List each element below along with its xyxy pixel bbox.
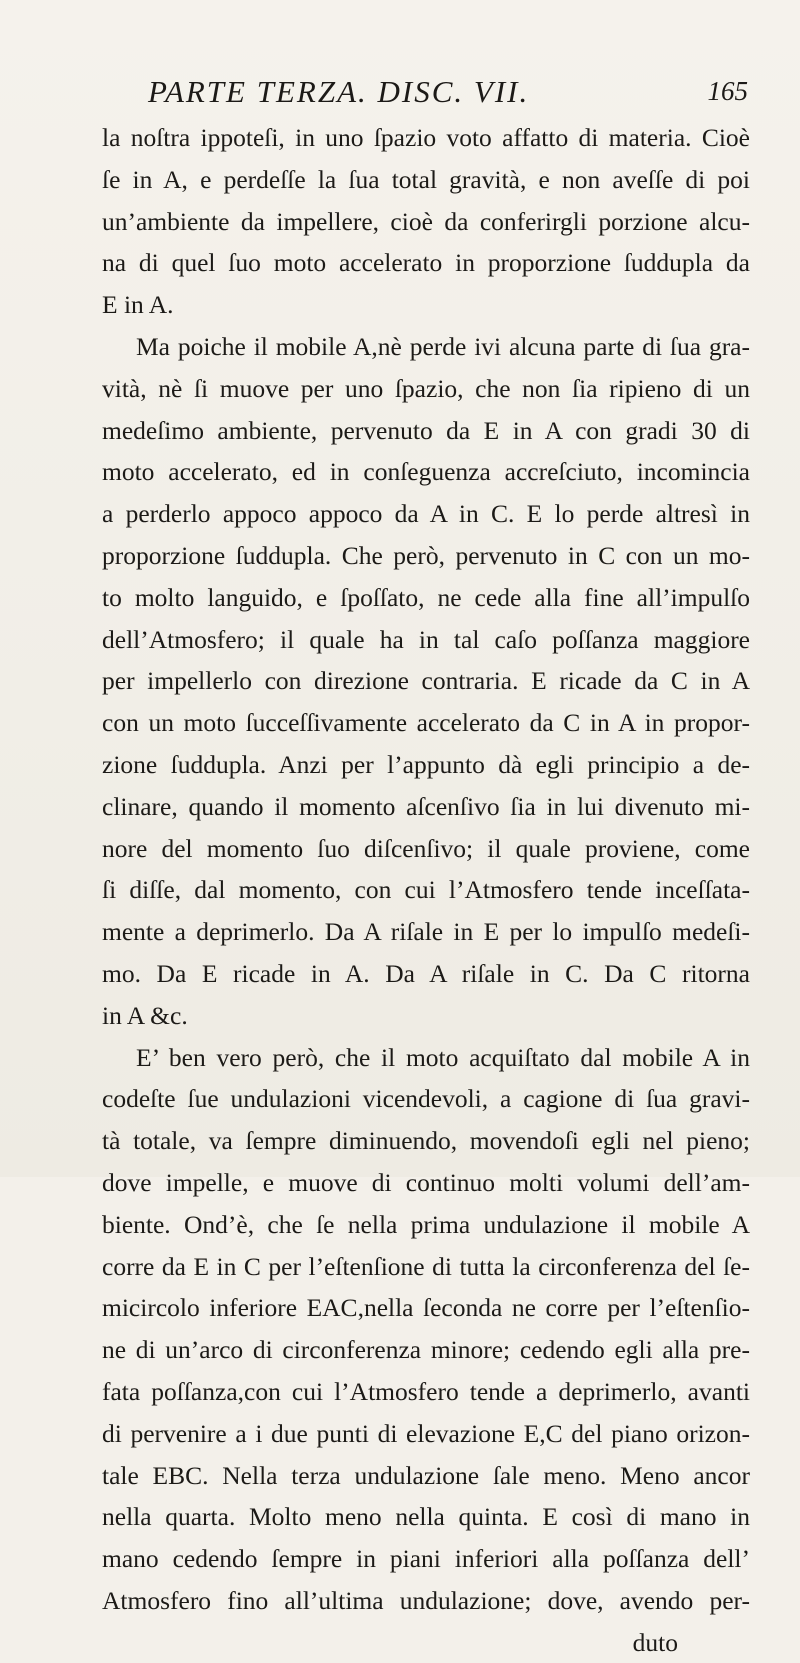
text-line: un’ambiente da impellere, cioè da conferirgli porzione alcu- [102,206,750,236]
text-line: nella quarta. Molto meno nella quinta. E così di mano in [102,1502,750,1532]
text-line: to molto languido, e ſpoſſato, ne cede alla fine all’impulſo [102,582,750,612]
text-line: moto accelerato, ed in conſeguenza accreſciuto, incomincia [102,457,750,487]
text-line: dell’Atmosfero; il quale ha in tal caſo poſſanza maggiore [102,624,750,654]
text-line: a perderlo appoco appoco da A in C. E lo perde altresì in [102,499,750,529]
text-line: fata poſſanza,con cui l’Atmosfero tende a deprimerlo, avanti [102,1376,750,1406]
page-number: 165 [707,76,748,106]
text-line: dove impelle, e muove di continuo molti volumi dell’am- [102,1167,750,1197]
page-header [138,74,748,114]
text-line: E’ ben vero però, che il moto acquiſtato dal mobile A in [136,1042,750,1072]
text-line: per impellerlo con direzione contraria. E ricade da C in A [102,666,750,696]
running-head: PARTE TERZA. DISC. VII. [148,74,530,109]
text-line: biente. Ond’è, che ſe nella prima undulazione il mobile A [102,1209,750,1239]
text-line: tà totale, va ſempre diminuendo, movendoſi egli nel pieno; [102,1126,750,1156]
text-line: na di quel ſuo moto accelerato in proporzione ſuddupla da [102,248,750,278]
text-line: clinare, quando il momento aſcenſivo ſia in lui divenuto mi- [102,791,750,821]
text-line: codeſte ſue undulazioni vicendevoli, a cagione di ſua gravi- [102,1084,750,1114]
text-line: Atmosfero fino all’ultima undulazione; dove, avendo per- [102,1585,750,1615]
text-line: la noſtra ippoteſi, in uno ſpazio voto affatto di materia. Cioè [102,123,750,152]
text-line: ſe in A, e perdeſſe la ſua total gravità, e non aveſſe di poi [102,164,750,194]
text-line: in A &c. [102,1000,188,1030]
text-line: Ma poiche il mobile A,nè perde ivi alcuna parte di ſua gra- [136,331,750,361]
text-line: ſi diſſe, dal momento, con cui l’Atmosfero tende inceſſata- [102,875,750,905]
text-line: ne di un’arco di circonferenza minore; cedendo egli alla pre- [102,1335,750,1365]
text-line: mente a deprimerlo. Da A riſale in E per lo impulſo medeſi- [102,917,750,947]
text-line: medeſimo ambiente, pervenuto da E in A con gradi 30 di [102,415,750,445]
text-line: E in A. [102,290,174,320]
text-line: di pervenire a i due punti di elevazione E,C del piano orizon- [102,1418,750,1448]
text-line: zione ſuddupla. Anzi per l’appunto dà egli principio a de- [102,749,750,779]
text-line: nore del momento ſuo diſcenſivo; il quale proviene, come [102,833,750,863]
text-line: tale EBC. Nella terza undulazione ſale meno. Meno ancor [102,1460,750,1490]
text-line: micircolo inferiore EAC,nella ſeconda ne corre per l’eſtenſio- [102,1293,750,1323]
text-line: proporzione ſuddupla. Che però, pervenuto in C con un mo- [102,540,750,570]
body-text [102,117,750,1663]
text-line: mo. Da E ricade in A. Da A riſale in C. Da C ritorna [102,958,750,988]
text-line: corre da E in C per l’eſtenſione di tutta la circonferenza del ſe- [102,1251,750,1281]
text-line: con un moto ſucceſſivamente accelerato da C in A in propor- [102,708,750,738]
text-line: mano cedendo ſempre in piani inferiori alla poſſanza dell’ [102,1544,750,1574]
text-line: vità, nè ſi muove per uno ſpazio, che non ſia ripieno di un [102,373,750,403]
catchword: duto [632,1627,678,1657]
